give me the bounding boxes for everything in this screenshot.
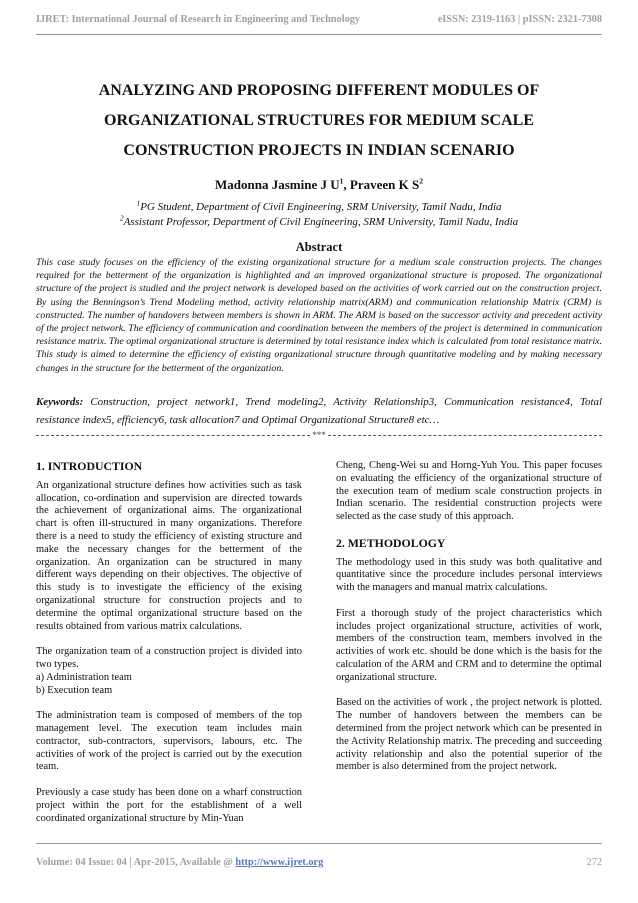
affiliation-superscript: 1	[136, 198, 141, 208]
left-column	[36, 460, 302, 838]
header-rule	[36, 34, 602, 35]
footer-rule	[36, 843, 602, 844]
section-separator	[36, 430, 602, 440]
title-line: CONSTRUCTION PROJECTS IN INDIAN SCENARIO	[123, 142, 515, 159]
dashed-line	[36, 435, 310, 436]
author-superscript: 2	[419, 176, 423, 186]
affiliation-superscript: 2	[119, 213, 124, 223]
right-column	[336, 460, 602, 787]
affiliation-text: Assistant Professor, Department of Civil Engineering, SRM University, Tamil Nadu, India	[123, 216, 519, 228]
page-number: 272	[586, 857, 602, 868]
dashed-line	[328, 435, 602, 436]
author-superscript: 1	[339, 176, 344, 186]
author-line	[36, 177, 602, 193]
author-name: Praveen K S	[349, 177, 420, 192]
title-line: ORGANIZATIONAL STRUCTURES FOR MEDIUM SCALE	[104, 112, 534, 129]
paragraph: Based on the activities of work , the project network is plotted. The number of handovers between the members can be determined from the project network which can be presented in the Activity Relationship matrix. The preceding and succeeding activity relationship and also the potential superior of the member is also determined from the project network.	[336, 697, 602, 773]
paragraph-text: The organization team of a construction project is divided into two types.	[36, 646, 302, 670]
keywords-text: Construction, project network1, Trend modeling2, Activity Relationship3, Communication resistance4, Total resistance index5, efficiency6, task allocation7 and Optimal Organizational Structure8 etc…	[36, 396, 602, 426]
issn-numbers: eISSN: 2319-1163 | pISSN: 2321-7308	[437, 14, 602, 25]
section-heading: 2. METHODOLOGY	[336, 535, 446, 550]
paragraph: An organizational structure defines how activities such as task allocation, co-ordination and supervision are directed towards the achievement of organizational aims. The organizational chart is often ill-structured in many organizations. Therefore there is a need to study the efficiency of existing structure and make the necessary changes for the betterment of the organization. An organization can be structured in many different ways depending on their objectives. The objective of this study is to investigate the efficiency of the exising organizational structure for construction projects and to determine the optimal organizational structure based on the results obtained from various matrix calculations.	[36, 479, 302, 632]
journal-link[interactable]: http://www.ijret.org	[235, 857, 324, 868]
author-separator: ,	[343, 177, 350, 192]
abstract-heading: Abstract	[295, 240, 343, 254]
separator-mark: ***	[312, 430, 326, 440]
keywords-label: Keywords:	[36, 396, 84, 408]
paragraph: Cheng, Cheng-Wei su and Horng-Yuh You. This paper focuses on evaluating the efficiency of the organizational structure of the execution team of medium scale construction projects in Indian scenario. The residential construction projects were selected as the case study of this approach.	[336, 460, 602, 523]
affiliation-text: PG Student, Department of Civil Engineering, SRM University, Tamil Nadu, India	[140, 201, 502, 213]
list-item: b) Execution team	[36, 684, 113, 696]
paragraph: The administration team is composed of members of the top management level. The execution team includes main contractor, sub-contractors, supervisors, labours, etc. The activities of work of the project is carried out by the execution team.	[36, 710, 302, 773]
footer-volume	[36, 857, 323, 868]
paragraph: Previously a case study has been done on a wharf construction project within the port for the establishment of a well coordinated organizational structure by Min-Yuan	[36, 786, 302, 824]
running-footer	[36, 857, 602, 868]
paragraph: First a thorough study of the project characteristics which includes project organizational structure, activities of work, members of the construction team, members involved in the activities of work etc. should be done which is the basis for the calculation of the ARM and CRM and to determine the optimal organizational structure.	[336, 607, 602, 683]
paragraph: The methodology used in this study was both qualitative and quantitative since the procedure includes personal interviews with the managers and manual matrix calculations.	[336, 556, 602, 594]
section-heading: 1. INTRODUCTION	[36, 459, 143, 473]
list-item: a) Administration team	[36, 671, 132, 683]
affiliations	[36, 200, 602, 230]
paragraph	[36, 646, 302, 697]
journal-name: IJRET: International Journal of Research in Engineering and Technology	[36, 14, 361, 25]
title-line: ANALYZING AND PROPOSING DIFFERENT MODULES OF	[98, 82, 540, 99]
footer-volume-text: Volume: 04 Issue: 04 | Apr-2015, Available @	[36, 857, 236, 868]
running-header	[36, 14, 602, 25]
abstract-text: This case study focuses on the efficiency of the existing organizational structure for a medium scale construction projects. The changes required for the betterment of the organization is highlighted and an improved organizational structure is proposed. The organizational structure of the project is studied and the project network is developed based on the activities of work carried out on the construction project. By using the Benningson’s Trend Modeling method, activity relationship matrix(ARM) and communication relationship Matrix (CRM) is constructed. The number of handovers between members is shown in ARM. The ARM is based on the successor activity and precedent activity of the project network. The efficiency of communication and coordination between the members of the project is determined in communication resistance matrix. The optimal organizational structure is determined by total resistance index which is calculated from total resistance matrix. This study is aimed to determine the efficiency of existing organizational structure through quantitative modeling and by making necessary changes in the structure for the betterment of the organization.	[36, 257, 602, 374]
author-name: Madonna Jasmine J U	[215, 177, 340, 192]
paper-title	[40, 76, 598, 166]
keywords	[36, 393, 602, 429]
affiliation-line	[36, 215, 602, 230]
